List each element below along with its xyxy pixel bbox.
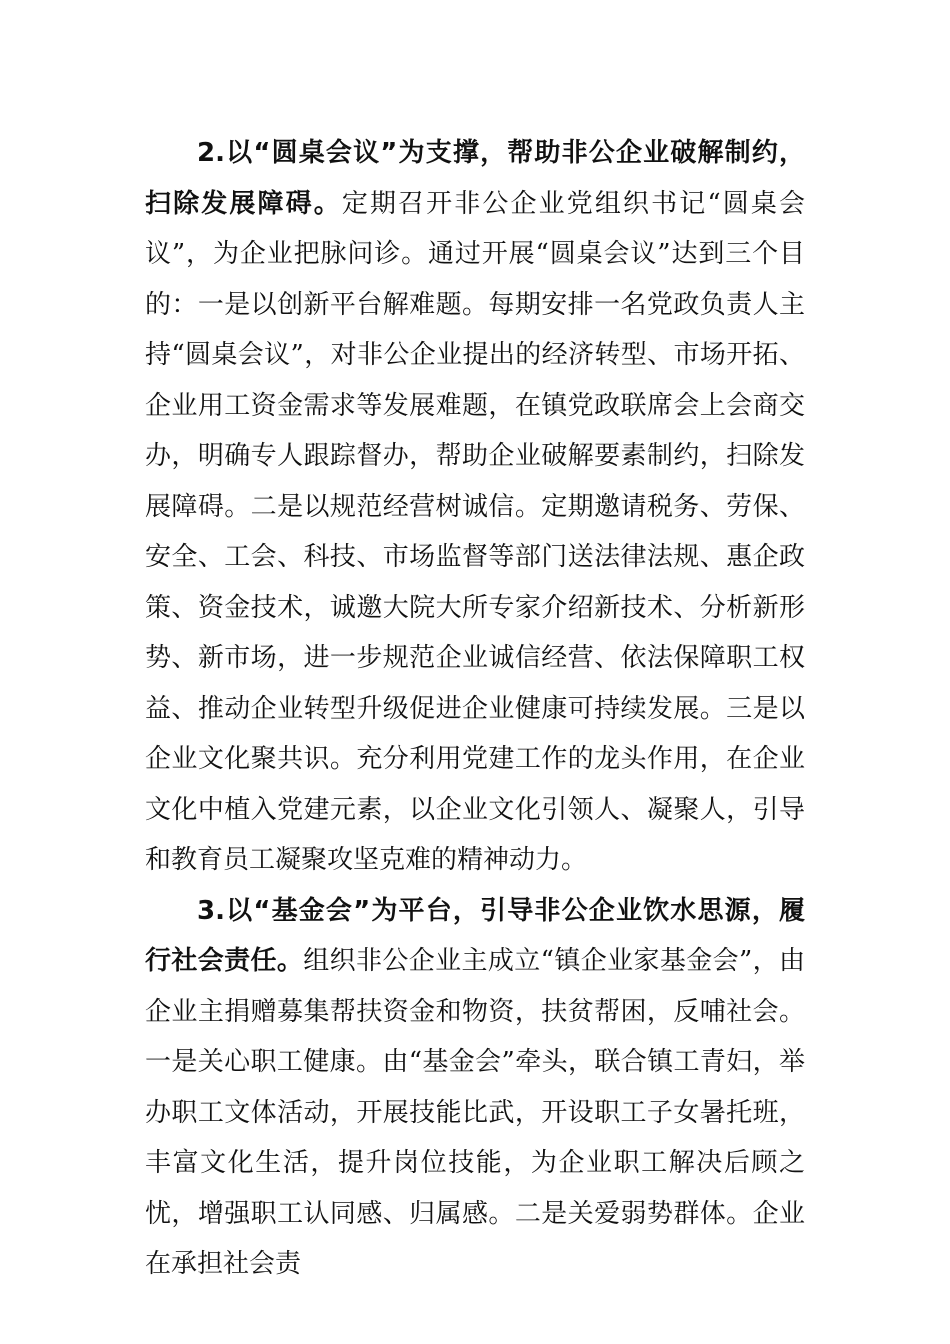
document-body [145, 128, 805, 1290]
paragraph-heading: 3.以“基金会”为平台，引导非公企业饮水思源，履行社会责任。 [145, 895, 805, 976]
paragraph-body: 组织非公企业主成立“镇企业家基金会”，由企业主捐赠募集帮扶资金和物资，扶贫帮困，反哺社会。一是关心职工健康。由“基金会”牵头，联合镇工青妇，举办职工文体活动，开展技能比武，开设职工子女暑托班，丰富文化生活，提升岗位技能，为企业职工解决后顾之忧，增强职工认同感、归属感。二是关爱弱势群体。企业在承担社会责 [145, 946, 805, 1279]
paragraph-round-table [145, 128, 805, 886]
paragraph-foundation [145, 886, 805, 1290]
paragraph-body: 定期召开非公企业党组织书记“圆桌会议”，为企业把脉问诊。通过开展“圆桌会议”达到三个目的：一是以创新平台解难题。每期安排一名党政负责人主持“圆桌会议”，对非公企业提出的经济转型、市场开拓、企业用工资金需求等发展难题，在镇党政联席会上会商交办，明确专人跟踪督办，帮助企业破解要素制约，扫除发展障碍。二是以规范经营树诚信。定期邀请税务、劳保、安全、工会、科技、市场监督等部门送法律法规、惠企政策、资金技术，诚邀大院大所专家介绍新技术、分析新形势、新市场，进一步规范企业诚信经营、依法保障职工权益、推动企业转型升级促进企业健康可持续发展。三是以企业文化聚共识。充分利用党建工作的龙头作用，在企业文化中植入党建元素，以企业文化引领人、凝聚人，引导和教育员工凝聚攻坚克难的精神动力。 [145, 188, 805, 875]
paragraph-heading: 2.以“圆桌会议”为支撑，帮助非公企业破解制约，扫除发展障碍。 [145, 138, 805, 219]
